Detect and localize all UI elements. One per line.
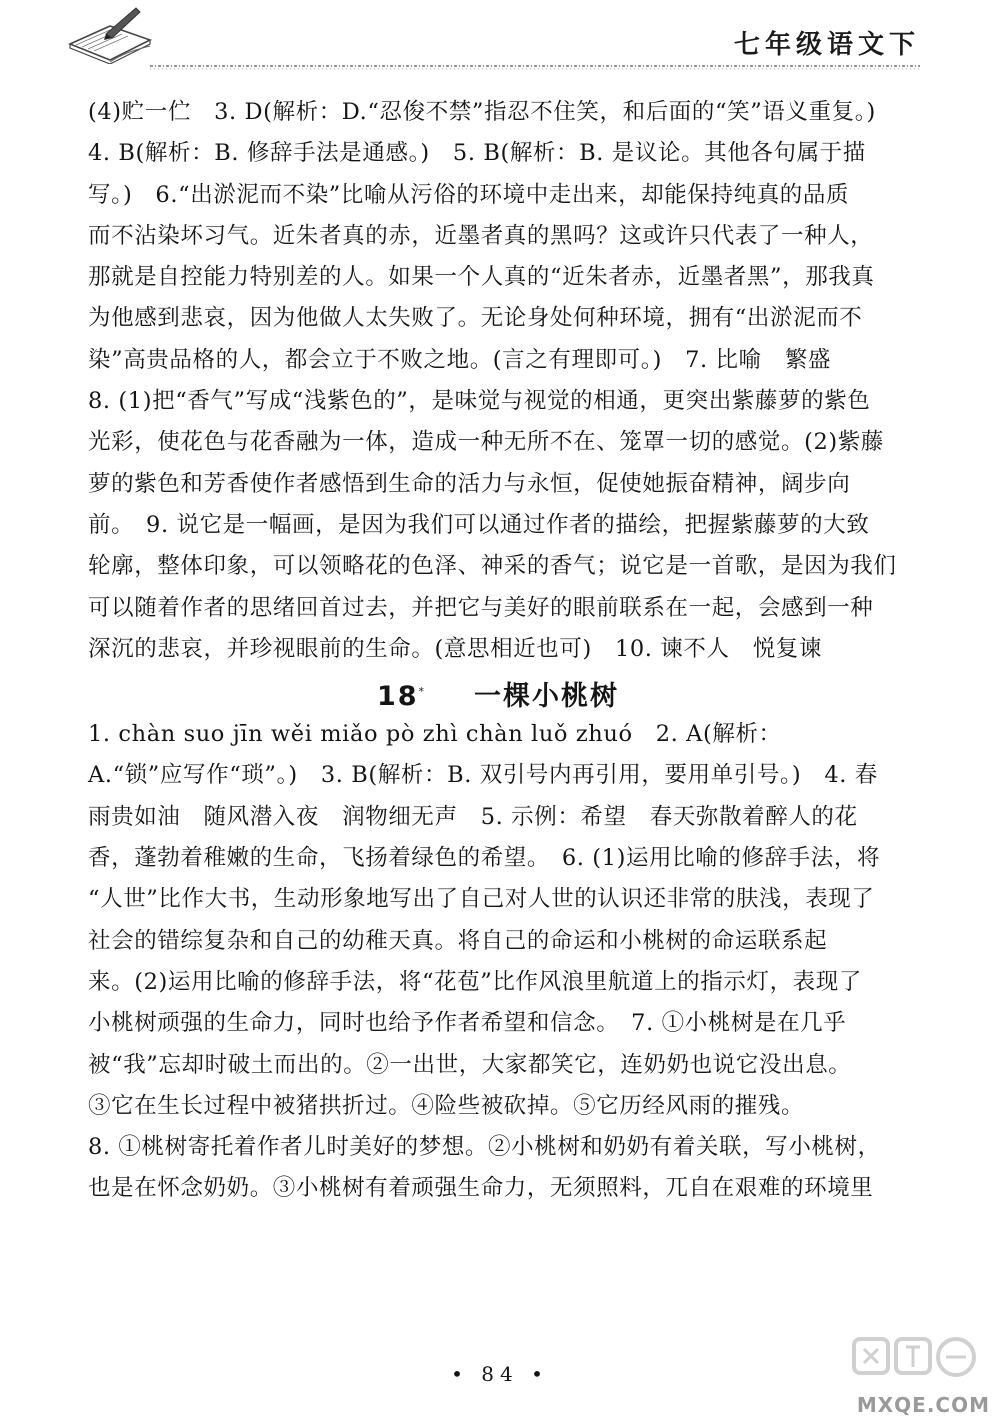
text-line: ③它在生长过程中被猪拱折过。④险些被砍掉。⑤它历经风雨的摧残。	[88, 1092, 805, 1119]
section17-answers	[88, 92, 908, 670]
answer-content	[88, 92, 908, 1210]
section-number: 18*	[376, 681, 427, 713]
text-line: 那就是自控能力特别差的人。如果一个人真的“近朱者赤，近墨者黑”，那我真	[88, 264, 875, 291]
text-line: 来。(2)运用比喻的修辞手法，将“花苞”比作风浪里航道上的指示灯，表现了	[88, 968, 862, 995]
watermark-text: MXQE.COM	[856, 1393, 990, 1417]
text-line: 1. chàn suo jīn wěi miǎo pò zhì chàn luǒ zhuó 2. A(解析：	[88, 721, 782, 748]
section18-answers	[88, 714, 908, 1210]
text-line: 前。 9. 说它是一幅画，是因为我们可以通过作者的描绘，把握紫藤萝的大致	[88, 511, 870, 538]
text-line: 写。) 6.“出淤泥而不染”比喻从污俗的环境中走出来，却能保持纯真的品质	[88, 181, 850, 208]
text-line: 萝的紫色和芳香使作者感悟到生命的活力与永恒，促使她振奋精神，阔步向	[88, 470, 851, 497]
text-line: 也是在怀念奶奶。③小桃树有着顽强生命力，无须照料，兀自在艰难的环境里	[88, 1175, 874, 1202]
section-heading	[88, 670, 908, 714]
text-line: 4. B(解析：B. 修辞手法是通感。) 5. B(解析：B. 是议论。其他各句属于描	[88, 140, 866, 167]
text-line: 光彩，使花色与花香融为一体，造成一种无所不在、笼罩一切的感觉。(2)紫藤	[88, 429, 884, 456]
text-line: 为他感到悲哀，因为他做人太失败了。无论身处何种环境，拥有“出淤泥而不	[88, 305, 863, 332]
text-line: 深沉的悲哀，并珍视眼前的生命。(意思相近也可) 10. 谏不人 悦复谏	[88, 635, 822, 662]
text-line: 8. ①桃树寄托着作者儿时美好的梦想。②小桃树和奶奶有着关联，写小桃树，	[88, 1134, 881, 1161]
asterisk-mark: *	[418, 685, 427, 699]
text-line: 香，蓬勃着稚嫩的生命，飞扬着绿色的希望。 6. (1)运用比喻的修辞手法，将	[88, 845, 881, 872]
page-number: • 84 •	[451, 1362, 549, 1386]
text-line: 轮廓，整体印象，可以领略花的色泽、神采的香气；说它是一首歌，是因为我们	[88, 553, 897, 580]
section-title: 一棵小桃树	[474, 681, 620, 713]
book-title: 七年级语文下	[733, 30, 920, 60]
text-line: (4)贮一伫 3. D(解析：D.“忍俊不禁”指忍不住笑，和后面的“笑”语义重复。)	[88, 99, 876, 125]
text-line: 小桃树顽强的生命力，同时也给予作者希望和信念。 7. ①小桃树是在几乎	[88, 1010, 847, 1037]
notebook-pen-icon	[62, 4, 162, 64]
text-line: 社会的错综复杂和自己的幼稚天真。将自己的命运和小桃树的命运联系起	[88, 927, 828, 954]
header-divider	[150, 62, 920, 72]
text-line: 染”高贵品格的人，都会立于不败之地。(言之有理即可。) 7. 比喻 繁盛	[88, 346, 832, 373]
text-line: “人世”比作大书，生动形象地写出了自己对人世的认识还非常的肤浅，表现了	[88, 886, 875, 913]
text-line: 而不沾染坏习气。近朱者真的赤，近墨者真的黑吗？这或许只代表了一种人，	[88, 222, 874, 249]
text-line: 被“我”忘却时破土而出的。②一出世，大家都笑它，连奶奶也说它没出息。	[88, 1051, 852, 1078]
text-line: 可以随着作者的思绪回首过去，并把它与美好的眼前联系在一起，会感到一种	[88, 594, 874, 621]
text-line: 雨贵如油 随风潜入夜 润物细无声 5. 示例：希望 春天弥散着醉人的花	[88, 803, 858, 830]
text-line: A.“锁”应写作“琐”。) 3. B(解析：B. 双引号内再引用，要用单引号。) 4. 春	[88, 762, 878, 789]
page-header	[0, 0, 1000, 80]
text-line: 8. (1)把“香气”写成“浅紫色的”，是味觉与视觉的相通，更突出紫藤萝的紫色	[88, 388, 871, 415]
